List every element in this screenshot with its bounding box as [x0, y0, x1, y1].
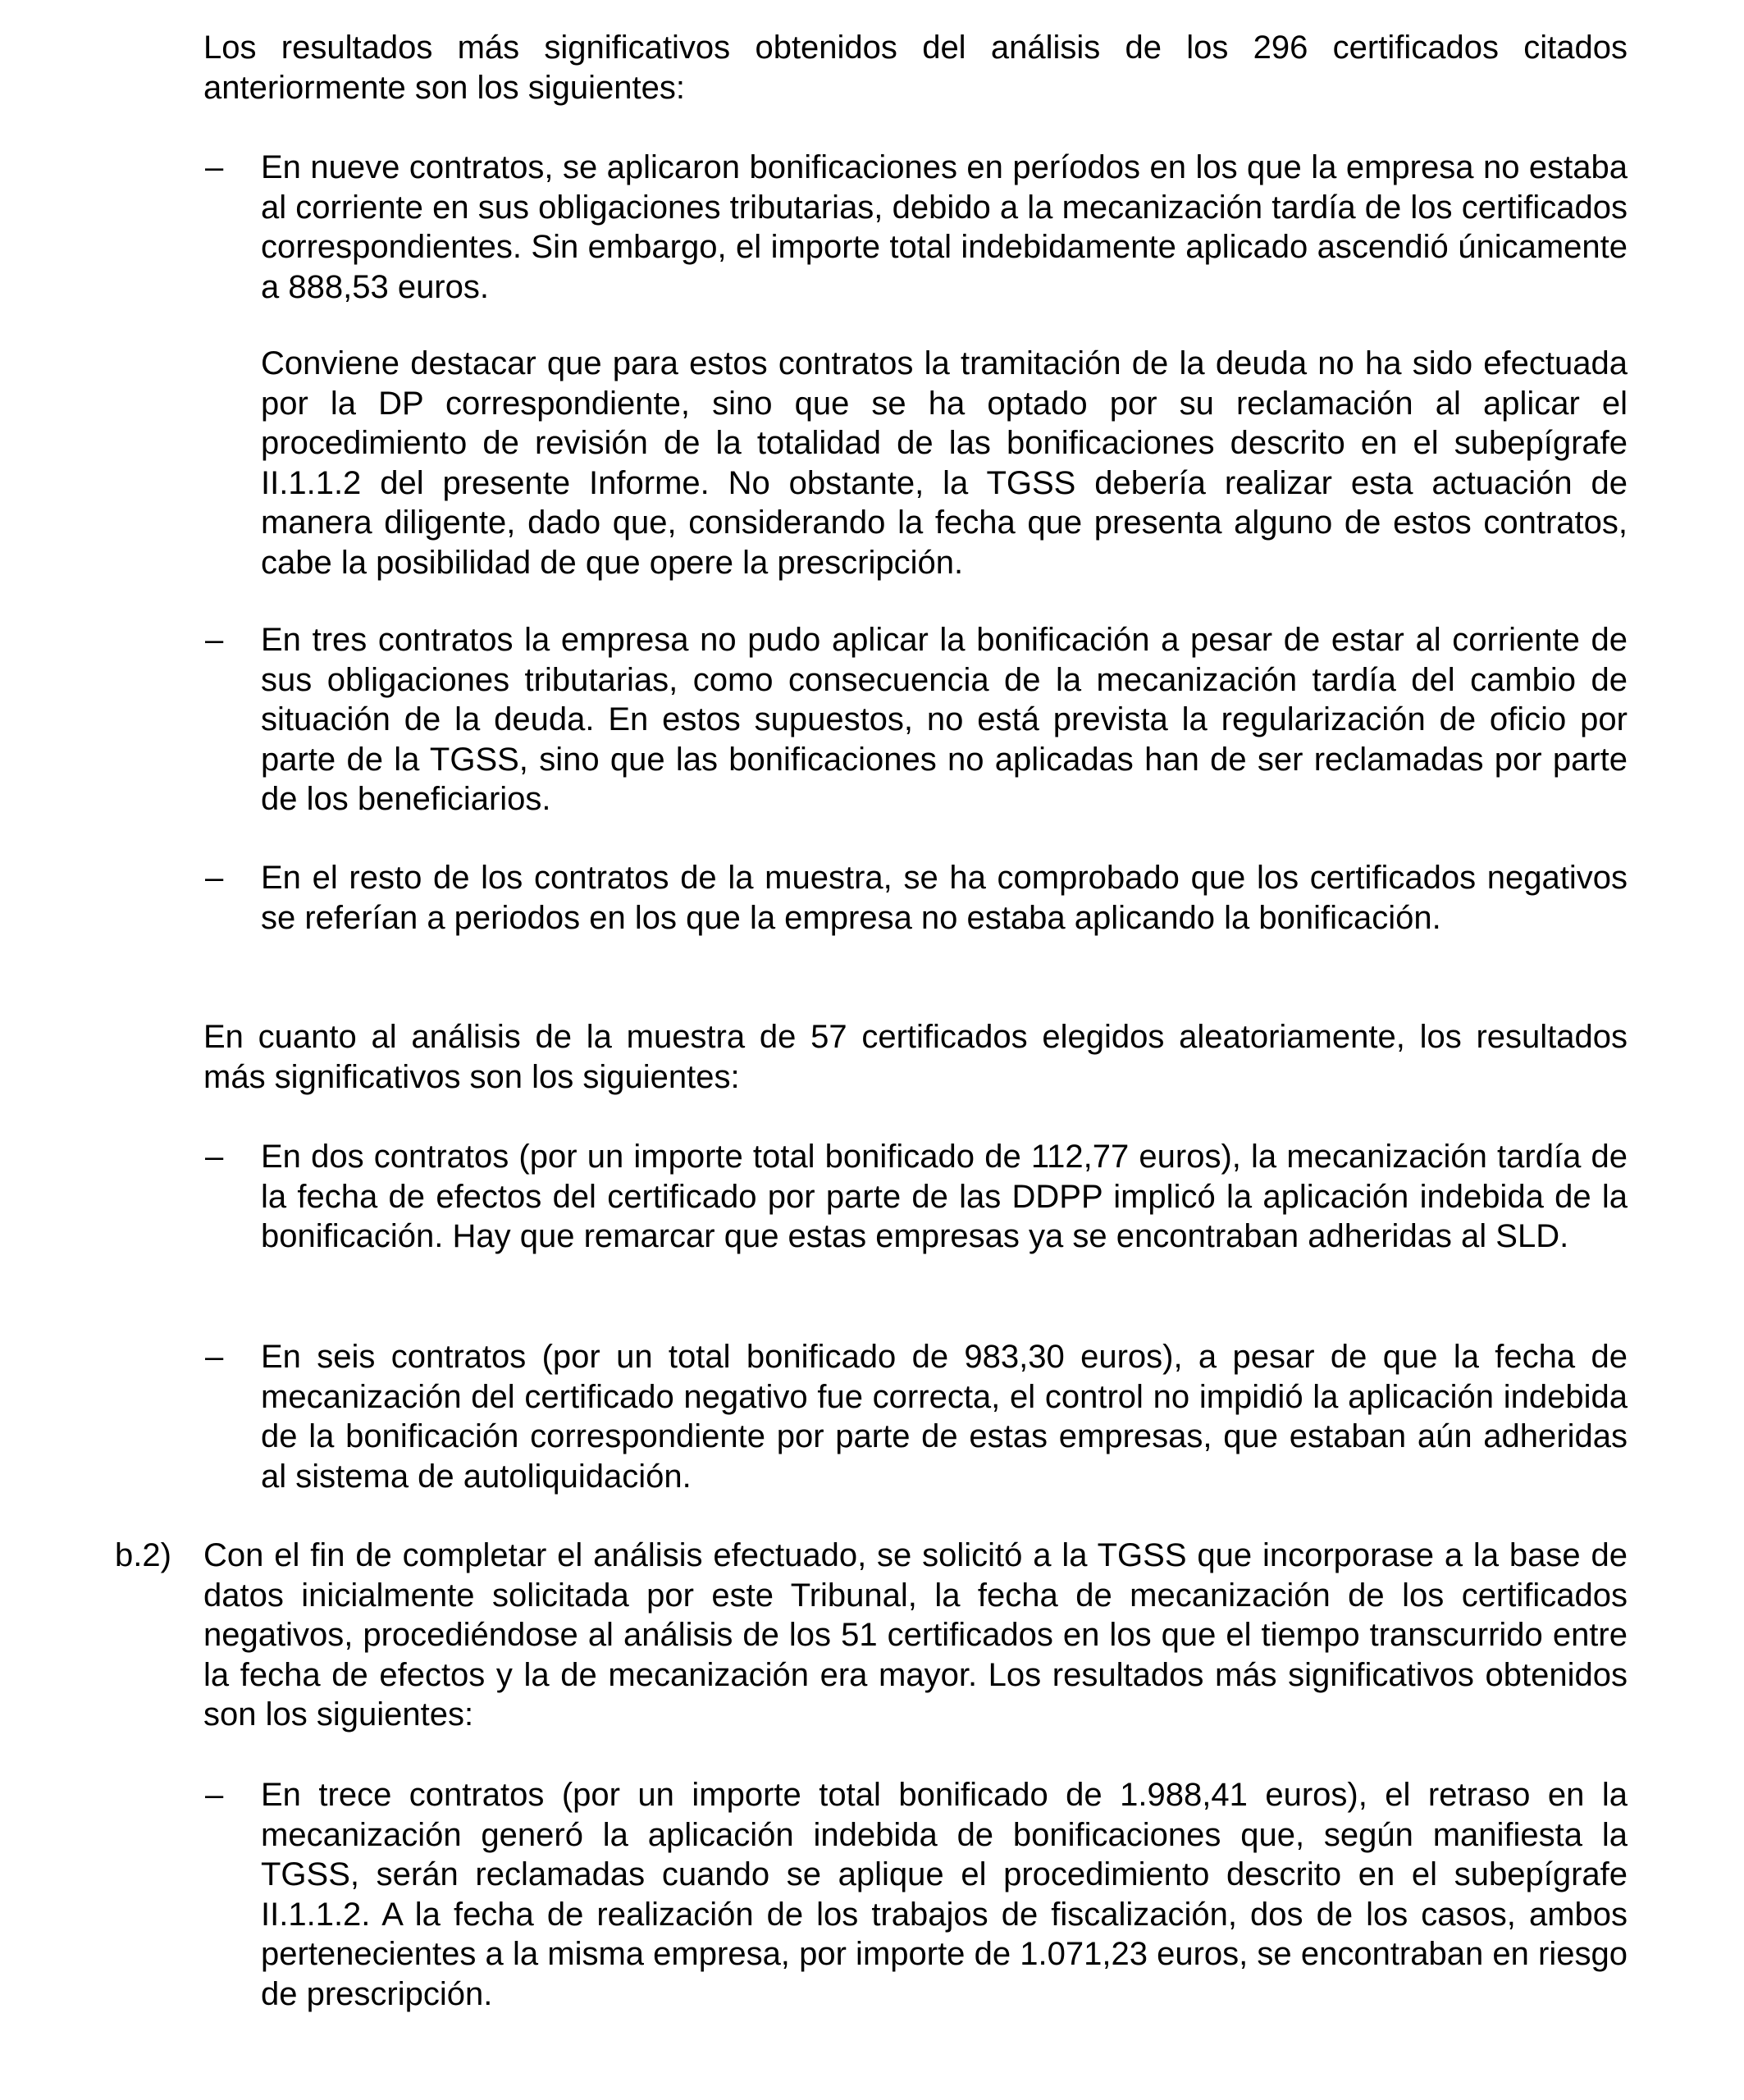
bullet-dash: – — [205, 1339, 224, 1375]
sample-intro-paragraph: En cuanto al análisis de la muestra de 57 certificados elegidos aleatoriamente, los resultados más significativos son los siguientes: — [203, 1019, 1628, 1095]
bullet-dash: – — [205, 860, 224, 896]
bullet-six-contracts: En seis contratos (por un total bonificado de 983,30 euros), a pesar de que la fecha de mecanización del certificado negativo fue correcta, el control no impidió la aplicación indebida de la bonificación correspondiente por parte de estas empresas, que estaban aún adheridas al sistema de autoliquidación. — [261, 1339, 1628, 1495]
bullet-dash: – — [205, 622, 224, 658]
intro-paragraph: Los resultados más significativos obtenidos del análisis de los 296 certificados citados anteriormente son los siguientes: — [203, 30, 1628, 106]
bullet-nine-contracts: En nueve contratos, se aplicaron bonificaciones en períodos en los que la empresa no estaba al corriente en sus obligaciones tributarias, debido a la mecanización tardía de los certificados correspondientes. Sin embargo, el importe total indebidamente aplicado ascendió únicamente a 888,53 euros. — [261, 149, 1628, 305]
bullet-thirteen-contracts: En trece contratos (por un importe total bonificado de 1.988,41 euros), el retraso en la mecanización generó la aplicación indebida de bonificaciones que, según manifiesta la TGSS, serán reclamadas cuando se aplique el procedimiento descrito en el subepígrafe II.1.1.2. A la fecha de realización de los trabajos de fiscalización, dos de los casos, ambos pertenecientes a la misma empresa, por importe de 1.071,23 euros, se encontraban en riesgo de prescripción. — [261, 1777, 1628, 2012]
bullet-dash: – — [205, 1777, 224, 1813]
bullet-two-contracts: En dos contratos (por un importe total bonificado de 112,77 euros), la mecanización tardía de la fecha de efectos del certificado por parte de las DDPP implicó la aplicación indebida de la bonificación. Hay que remarcar que estas empresas ya se encontraban adheridas al SLD. — [261, 1139, 1628, 1254]
bullet-dash: – — [205, 149, 224, 185]
bullet-rest-contracts: En el resto de los contratos de la muestra, se ha comprobado que los certificados negativos se referían a periodos en los que la empresa no estaba aplicando la bonificación. — [261, 860, 1628, 936]
section-b2-paragraph: Con el fin de completar el análisis efectuado, se solicitó a la TGSS que incorporase a la base de datos inicialmente solicitada por este Tribunal, la fecha de mecanización de los certificados negativos, procediéndose al análisis de los 51 certificados en los que el tiempo transcurrido entre la fecha de efectos y la de mecanización era mayor. Los resultados más significativos obtenidos son los siguientes: — [203, 1537, 1628, 1732]
section-label: b.2) — [115, 1537, 171, 1573]
bullet-dash: – — [205, 1139, 224, 1175]
bullet-three-contracts: En tres contratos la empresa no pudo aplicar la bonificación a pesar de estar al corriente de sus obligaciones tributarias, como consecuencia de la mecanización tardía del cambio de situación de la deuda. En estos supuestos, no está prevista la regularización de oficio por parte de la TGSS, sino que las bonificaciones no aplicadas han de ser reclamadas por parte de los beneficiarios. — [261, 622, 1628, 817]
note-paragraph: Conviene destacar que para estos contratos la tramitación de la deuda no ha sido efectuada por la DP correspondiente, sino que se ha optado por su reclamación al aplicar el procedimiento de revisión de la totalidad de las bonificaciones descrito en el subepígrafe II.1.1.2 del presente Informe. No obstante, la TGSS debería realizar esta actuación de manera diligente, dado que, considerando la fecha que presenta alguno de estos contratos, cabe la posibilidad de que opere la prescripción. — [261, 345, 1628, 581]
